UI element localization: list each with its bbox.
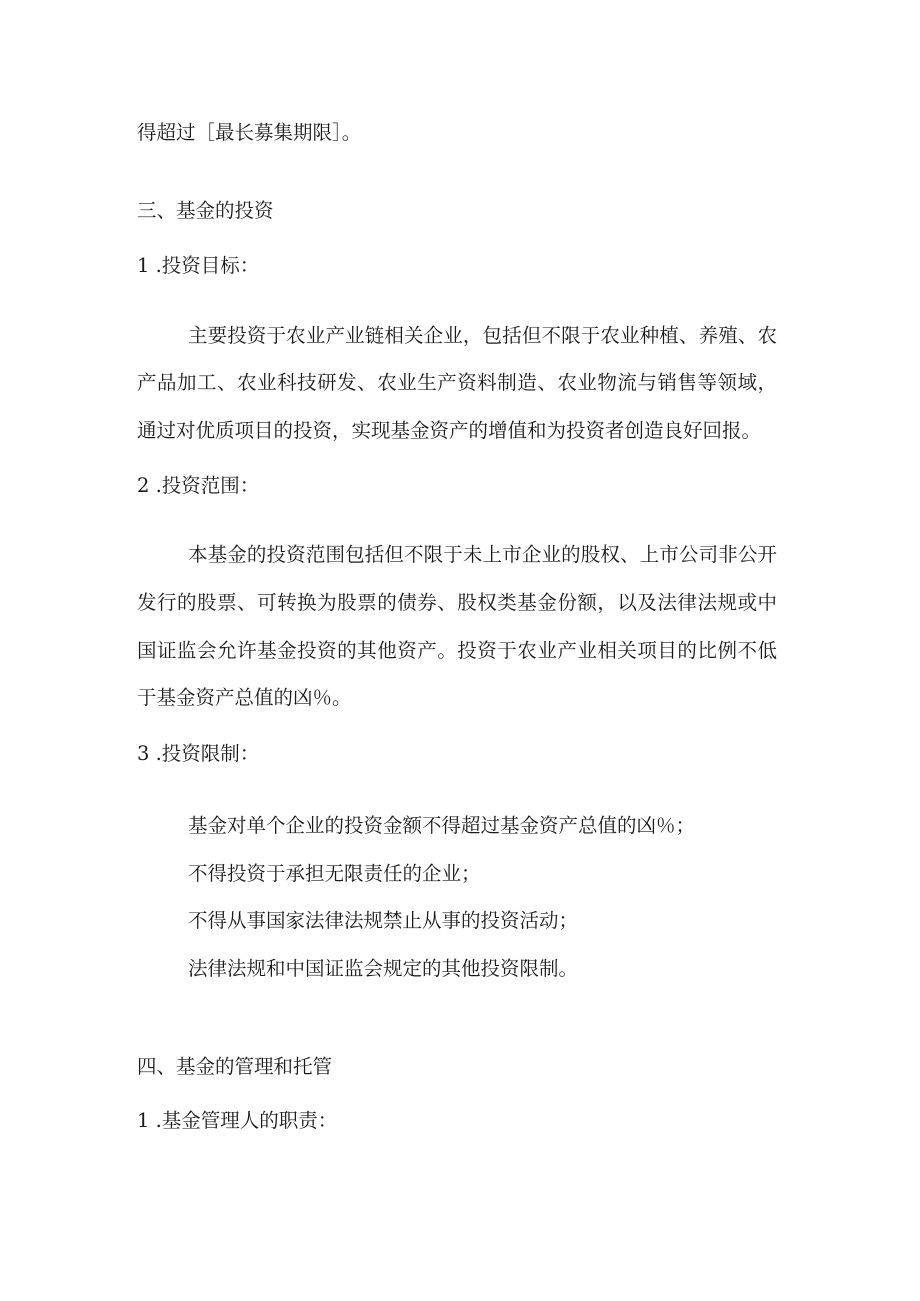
restriction-line-3: 不得从事国家法律法规禁止从事的投资活动； (188, 909, 579, 932)
scope-line-3: 国证监会允许基金投资的其他资产。投资于农业产业相关项目的比例不低 (137, 639, 777, 662)
item-investment-objective-label: 1 .投资目标： (137, 254, 260, 277)
restriction-line-1: 基金对单个企业的投资金额不得超过基金资产总值的凶％； (188, 814, 696, 837)
item-investment-restrictions-label: 3 .投资限制： (137, 742, 260, 765)
item-manager-duties-label: 1 .基金管理人的职责： (137, 1109, 338, 1132)
scope-line-4: 于基金资产总值的凶％。 (137, 686, 352, 709)
scope-line-1: 本基金的投资范围包括但不限于未上市企业的股权、上市公司非公开 (188, 543, 777, 566)
restriction-line-4: 法律法规和中国证监会规定的其他投资限制。 (188, 957, 579, 980)
section-4-heading: 四、基金的管理和托管 (137, 1055, 333, 1078)
continuation-text: 得超过［最长募集期限］。 (137, 121, 362, 144)
item-investment-scope-label: 2 .投资范围： (137, 474, 260, 497)
objective-line-3: 通过对优质项目的投资，实现基金资产的增值和为投资者创造良好回报。 (137, 419, 762, 442)
objective-line-1: 主要投资于农业产业链相关企业，包括但不限于农业种植、养殖、农 (188, 324, 777, 347)
scope-line-2: 发行的股票、可转换为股票的债券、股权类基金份额，以及法律法规或中 (137, 591, 777, 614)
restriction-line-2: 不得投资于承担无限责任的企业； (188, 862, 481, 885)
section-3-heading: 三、基金的投资 (137, 199, 274, 222)
objective-line-2: 产品加工、农业科技研发、农业生产资料制造、农业物流与销售等领域， (137, 371, 777, 394)
